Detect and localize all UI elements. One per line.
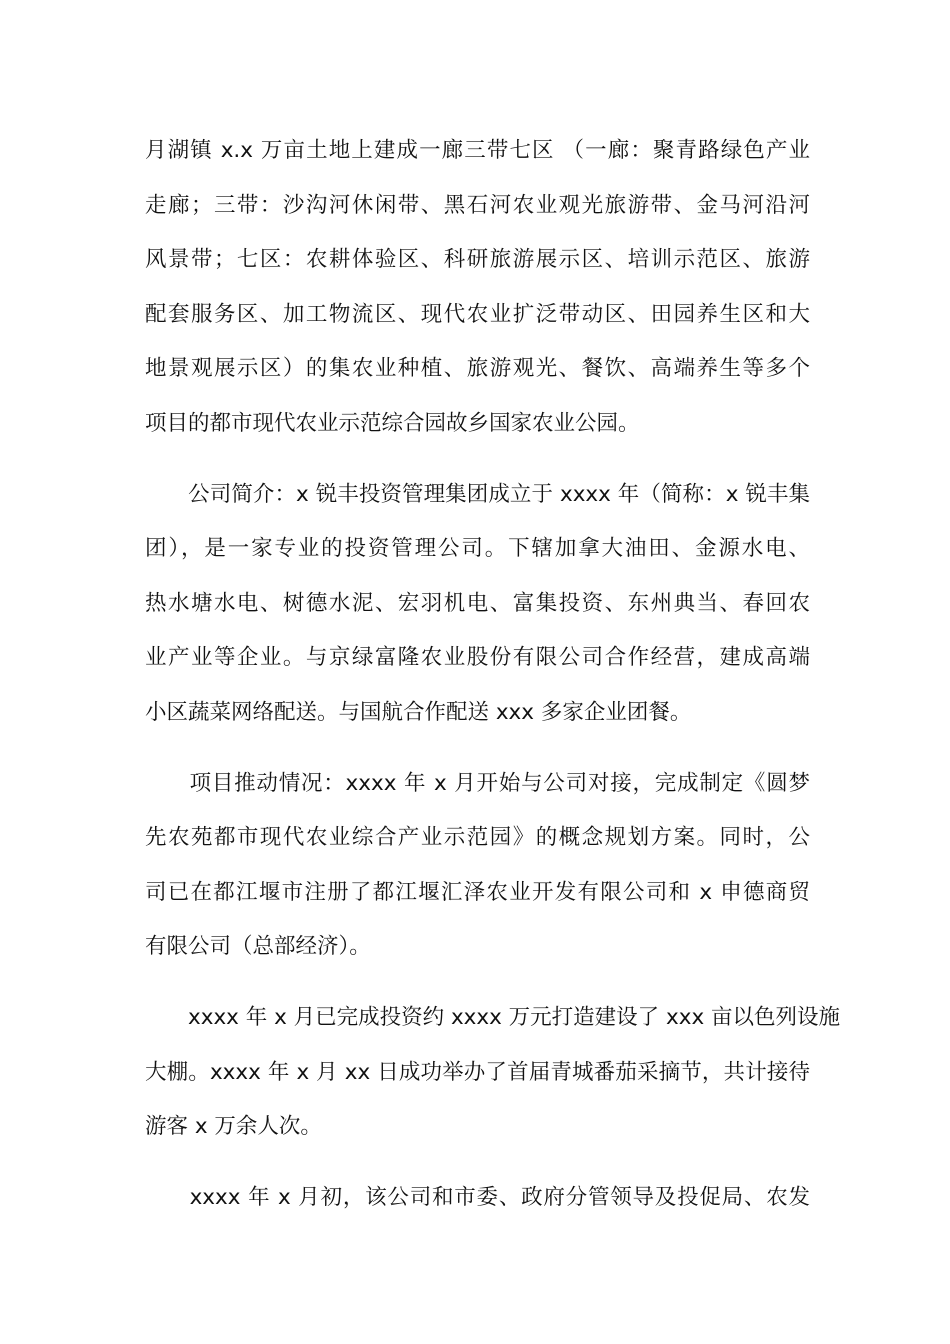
paragraph-meeting bbox=[145, 1175, 810, 1230]
text-line: 走廊；三带：沙沟河休闲带、黑石河农业观光旅游带、金马河沿河 bbox=[145, 192, 810, 218]
text-line: 项目的都市现代农业示范综合园故乡国家农业公园。 bbox=[145, 410, 640, 436]
paragraph-gap bbox=[145, 456, 810, 472]
text-line: 先农苑都市现代农业综合产业示范园》的概念规划方案。同时，公 bbox=[145, 825, 810, 851]
text-line: 大棚。xxxx 年 x 月 xx 日成功举办了首届青城番茄采摘节，共计接待 bbox=[145, 1059, 810, 1085]
text-line: xxxx 年 x 月初，该公司和市委、政府分管领导及投促局、农发 bbox=[145, 1184, 810, 1210]
text-line: 配套服务区、加工物流区、现代农业扩泛带动区、田园养生区和大 bbox=[145, 301, 810, 327]
paragraph-gap bbox=[145, 745, 810, 761]
text-line: 热水塘水电、树德水泥、宏羽机电、富集投资、东州典当、春回农 bbox=[145, 590, 810, 616]
paragraph-company-profile bbox=[145, 472, 810, 745]
text-line: xxxx 年 x 月已完成投资约 xxxx 万元打造建设了 xxx 亩以色列设施 bbox=[145, 1004, 841, 1030]
text-line: 有限公司（总部经济）。 bbox=[145, 934, 371, 960]
text-line: 团），是一家专业的投资管理公司。下辖加拿大油田、金源水电、 bbox=[145, 536, 810, 562]
text-line: 小区蔬菜网络配送。与国航合作配送 xxx 多家企业团餐。 bbox=[145, 699, 692, 725]
text-line: 游客 x 万余人次。 bbox=[145, 1114, 322, 1140]
paragraph-gap bbox=[145, 979, 810, 995]
text-line: 公司简介：x 锐丰投资管理集团成立于 xxxx 年（简称：x 锐丰集 bbox=[145, 481, 810, 507]
paragraph-gap bbox=[145, 1159, 810, 1175]
text-line: 项目推动情况：xxxx 年 x 月开始与公司对接，完成制定《圆梦 bbox=[145, 770, 810, 796]
paragraph-investment bbox=[145, 995, 841, 1159]
text-line: 月湖镇 x.x 万亩土地上建成一廊三带七区 （一廊：聚青路绿色产业 bbox=[145, 138, 810, 163]
text-line: 地景观展示区）的集农业种植、旅游观光、餐饮、高端养生等多个 bbox=[145, 356, 810, 382]
paragraph-project-progress bbox=[145, 761, 810, 979]
document-body bbox=[145, 128, 841, 1229]
paragraph-project-overview bbox=[145, 128, 810, 456]
text-line: 司已在都江堰市注册了都江堰汇泽农业开发有限公司和 x 申德商贸 bbox=[145, 879, 810, 905]
text-line: 业产业等企业。与京绿富隆农业股份有限公司合作经营，建成高端 bbox=[145, 645, 810, 671]
text-line: 风景带；七区：农耕体验区、科研旅游展示区、培训示范区、旅游 bbox=[145, 247, 810, 273]
